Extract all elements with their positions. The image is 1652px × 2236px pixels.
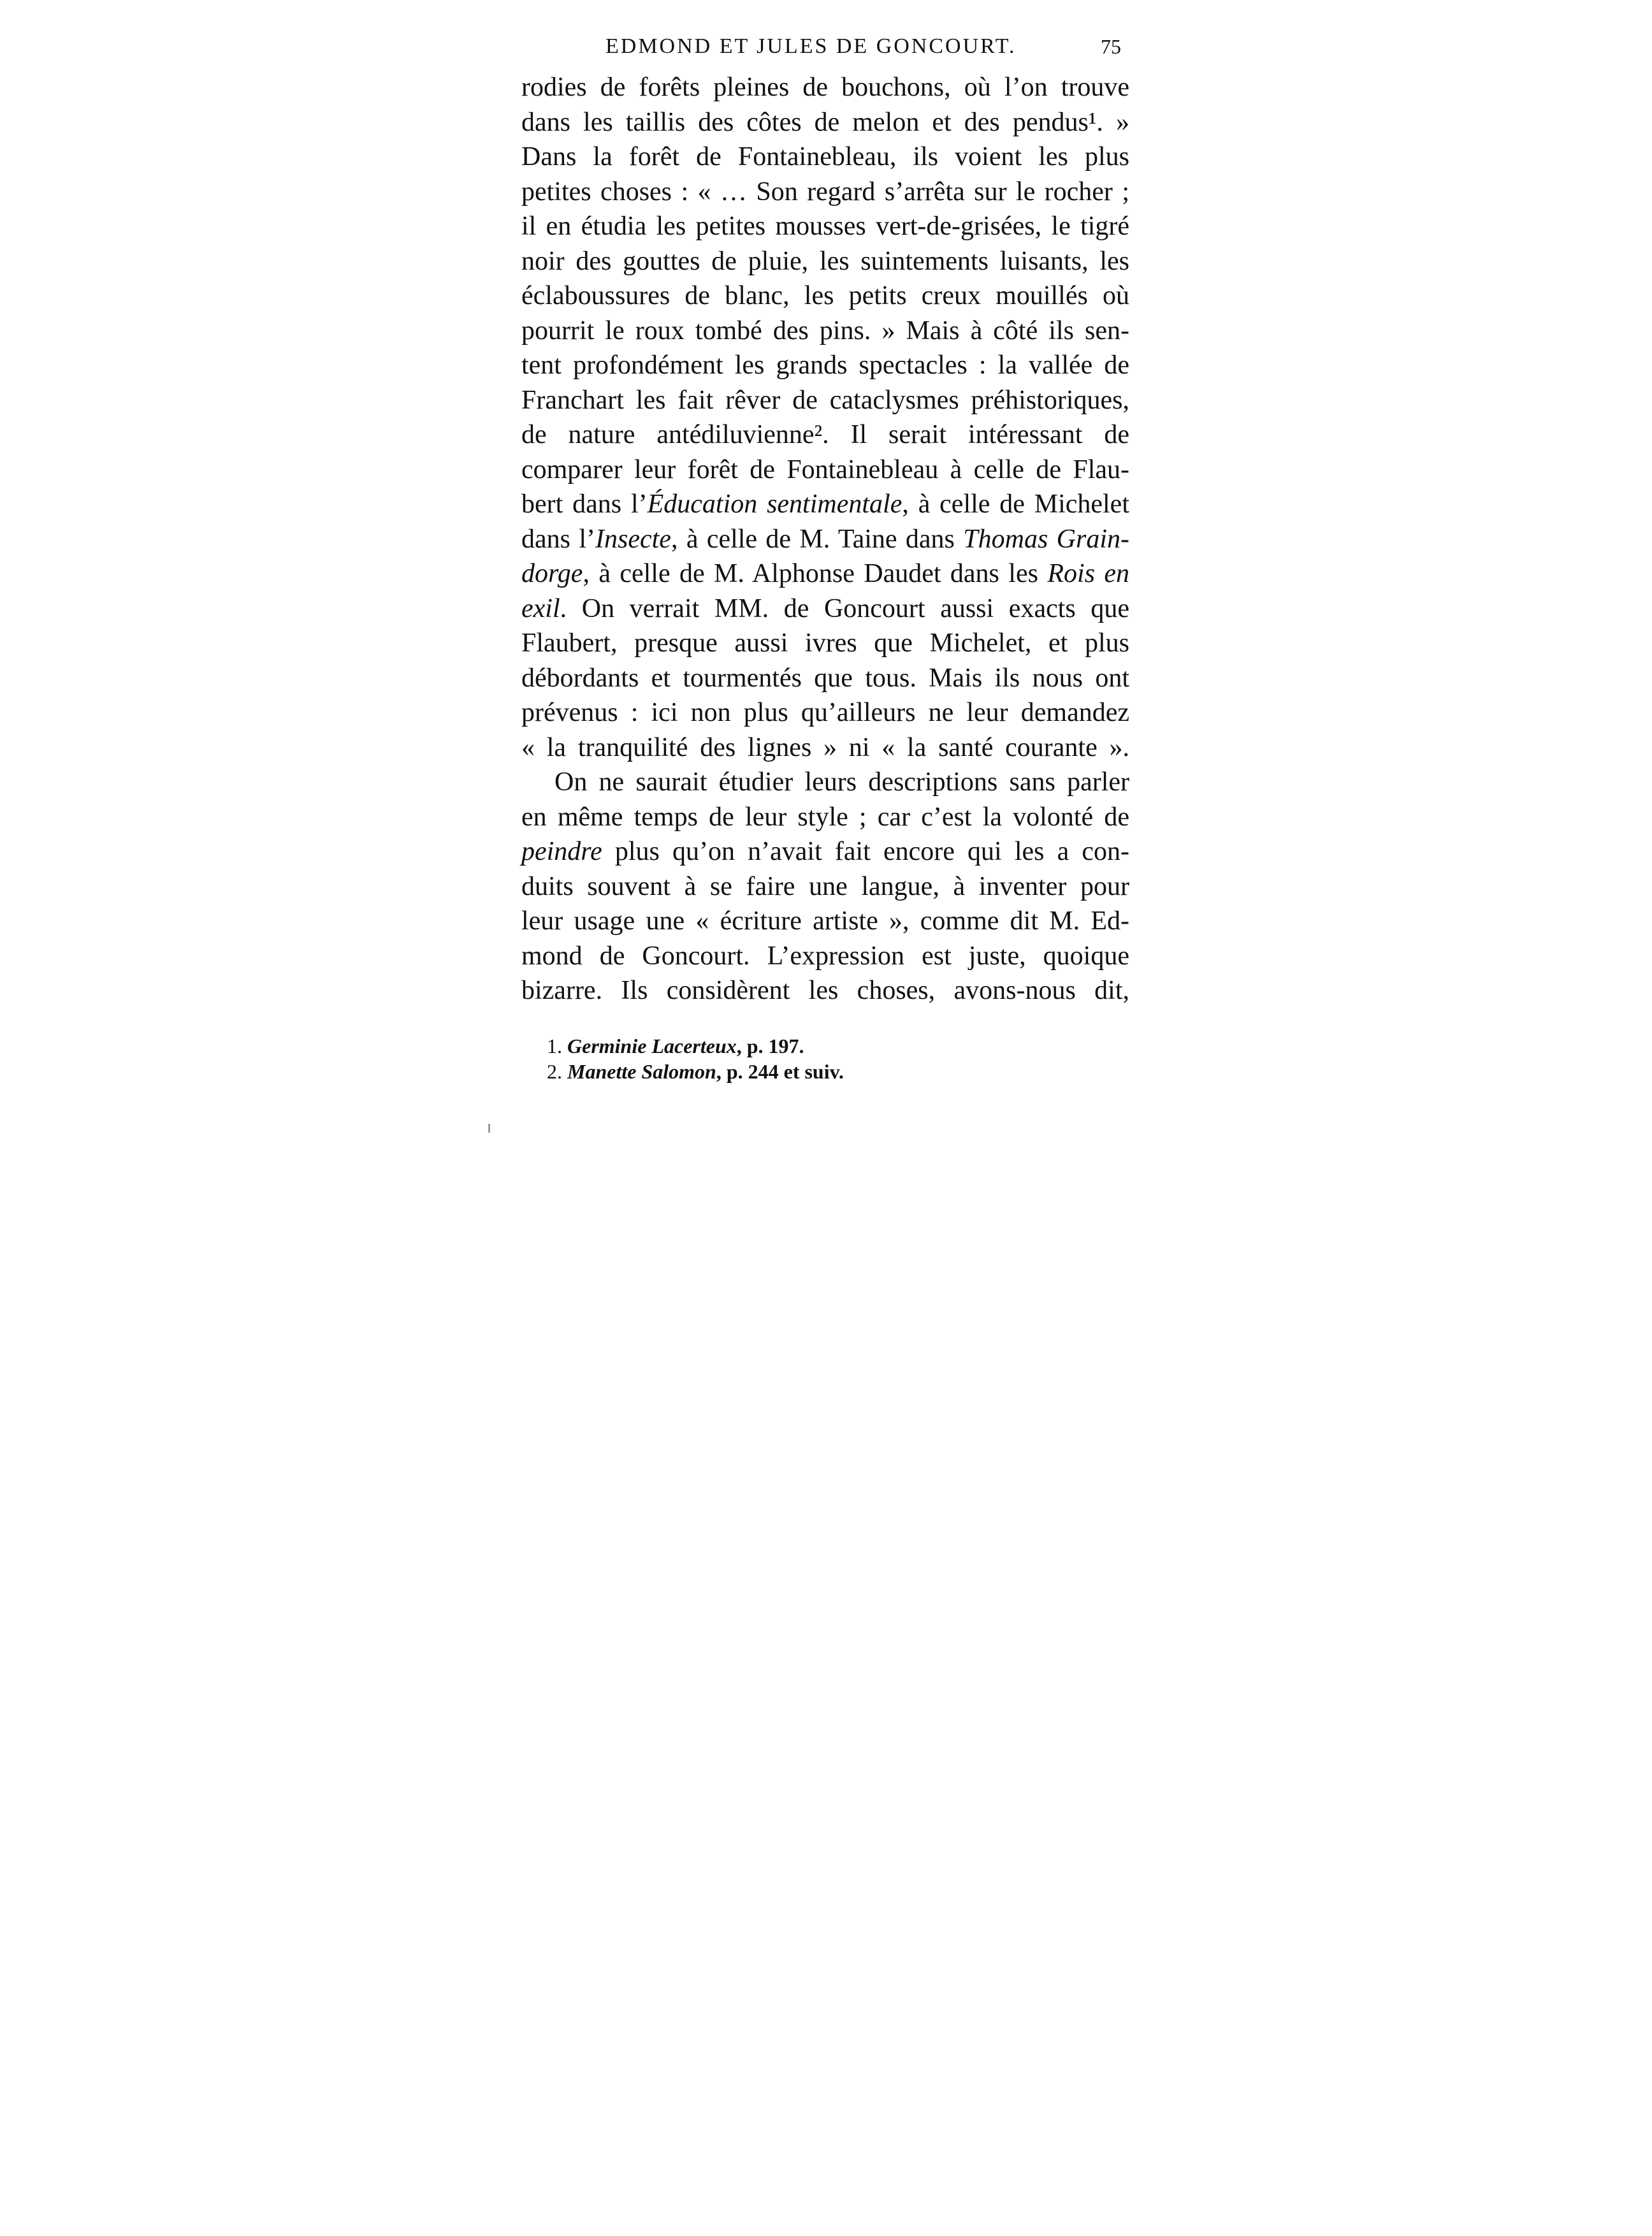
text-line: leur usage une « écriture artiste », comme dit M. Ed- [521,906,1129,936]
text-span: , à celle de M. Alphonse Daudet dans les [583,559,1048,588]
text-line: noir des gouttes de pluie, les suintements luisants, les [521,246,1129,276]
italic-title: Insecte [595,524,671,554]
footnote [547,1033,1120,1059]
text-line: « la tranquilité des lignes » ni « la santé courante ». [521,732,1129,762]
italic-title: Rois en [1047,559,1129,588]
text-line: débordants et tourmentés que tous. Mais ils nous ont [521,663,1129,693]
text-span: bert dans l’ [521,490,648,519]
text-span: dans l’ [521,524,596,554]
text-line: éclaboussures de blanc, les petits creux mouillés où [521,281,1129,310]
text-line-italic [521,556,1129,592]
text-line-italic [521,592,1129,627]
text-line: rodies de forêts pleines de bouchons, où l’on trouve [521,73,1129,102]
text-span: , à celle de M. Taine dans [670,524,964,554]
text-line-italic [521,487,1129,522]
italic-word: peindre [521,837,602,866]
text-line: pourrit le roux tombé des pins. » Mais à côté ils sen- [521,316,1129,345]
text-line: bizarre. Ils considèrent les choses, avons-nous dit, [521,976,1129,1005]
running-title: EDMOND ET JULES DE GONCOURT. [605,34,1017,58]
footnote-title: Germinie Lacerteux [567,1035,737,1057]
text-line: Flaubert, presque aussi ivres que Michelet, et plus [521,628,1129,658]
text-line: On ne saurait étudier leurs descriptions sans parler [554,767,1129,797]
text-span: plus qu’on n’avait fait encore qui les a con- [602,837,1129,866]
footnote-reference: , p. 244 et suiv. [716,1060,844,1083]
italic-title: Éducation sentimentale [647,490,902,519]
text-span: , à celle de Michelet [902,490,1129,519]
footnote [547,1059,1120,1084]
text-line-italic [521,834,1129,869]
text-line: comparer leur forêt de Fontainebleau à celle de Flau- [521,454,1129,484]
footnote-number: 1. [547,1035,562,1057]
italic-title: dorge [521,559,583,588]
text-line: il en étudia les petites mousses vert-de-grisées, le tigré [521,212,1129,241]
text-line: tent profondément les grands spectacles : la vallée de [521,351,1129,380]
page-number: 75 [1101,35,1121,58]
text-line: prévenus : ici non plus qu’ailleurs ne leur demandez [521,698,1129,727]
footnotes [547,1033,1120,1084]
body-text [521,70,1129,1008]
text-line-italic [521,522,1129,557]
italic-title: Thomas Grain- [963,524,1129,554]
footnote-reference: , p. 197. [736,1035,804,1057]
footnote-number: 2. [547,1060,562,1083]
text-line: mond de Goncourt. L’expression est juste, quoique [521,941,1129,971]
text-line: en même temps de leur style ; car c’est la volonté de [521,802,1129,832]
text-line: petites choses : « … Son regard s’arrêta sur le rocher ; [521,177,1129,207]
italic-title: exil [521,593,560,623]
text-line: Dans la forêt de Fontainebleau, ils voient les plus [521,142,1129,171]
text-line: dans les taillis des côtes de melon et des pendus¹. » [521,107,1129,137]
footnote-title: Manette Salomon [567,1060,716,1083]
scan-speck [488,1124,490,1133]
text-line: Franchart les fait rêver de cataclysmes préhistoriques, [521,385,1129,415]
text-line: duits souvent à se faire une langue, à inventer pour [521,871,1129,901]
text-span: . On verrait MM. de Goncourt aussi exacts que [560,593,1129,623]
text-line: de nature antédiluvienne². Il serait intéressant de [521,420,1129,449]
